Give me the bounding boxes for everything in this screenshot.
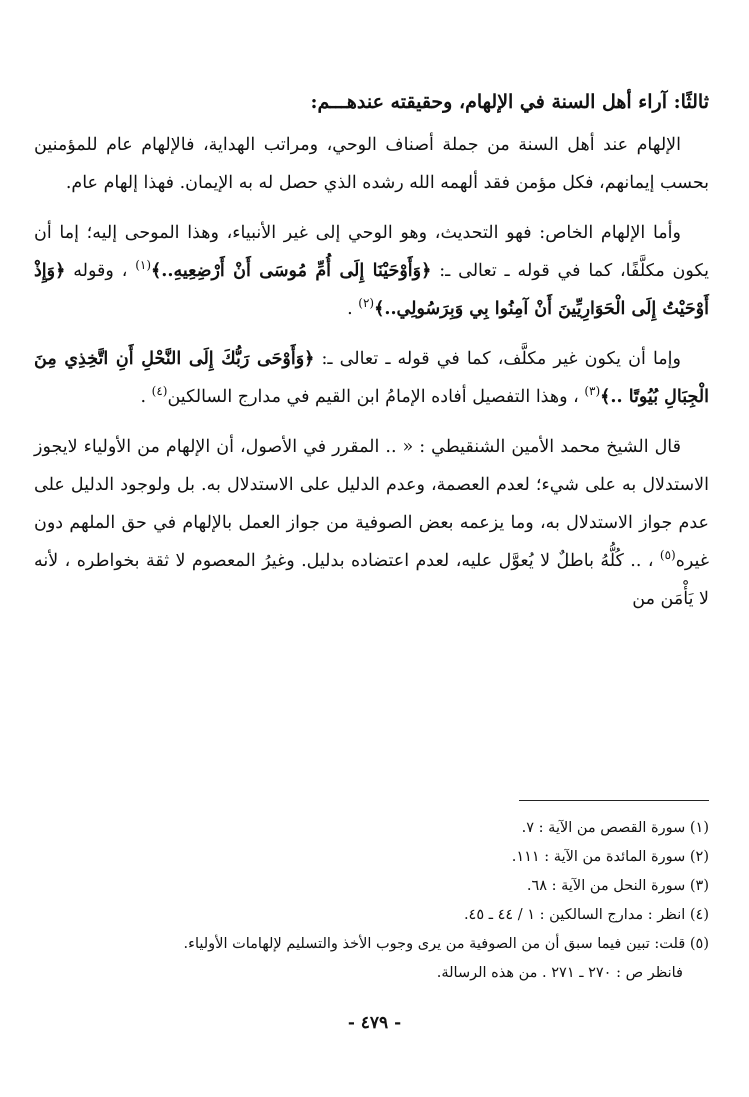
footnote-5-continuation: فانظر ص : ٢٧٠ ـ ٢٧١ . من هذه الرسالة. [436, 965, 683, 981]
paragraph-1: الإلهام عند أهل السنة من جملة أصناف الوحي، ومراتب الهداية، فالإلهام عام للمؤمنين بحسب إيمانهم، فكل مؤمن فقد ألهمه الله رشده الذي حصل له به الإيمان. فهذا إلهام عام. [34, 135, 709, 193]
footnote-4: (٤) انظر : مدارج السالكين : ١ / ٤٤ ـ ٤٥. [463, 907, 709, 923]
footnote-ref: (٥) [659, 548, 676, 563]
paragraph-2 [34, 214, 709, 328]
quran-verse: ﴿وَإِذْ أَوْحَيْتُ إِلَى الْحَوَارِيِّينَ أَنْ آمِنُوا بِي وَبِرَسُولِي..﴾ [34, 261, 709, 319]
quran-verse: ﴿وَأَوْحَى رَبُّكَ إِلَى النَّحْلِ أَنِ اتَّخِذِي مِنَ الْجِبَالِ بُيُوتًا ..﴾ [34, 349, 709, 407]
footnote-5: (٥) قلت: تبين فيما سبق أن من الصوفية من يرى وجوب الأخذ والتسليم لإلهامات الأولياء. [183, 936, 709, 952]
text: وإما أن يكون غير مكلَّف، كما في قوله ـ تعالى ـ: [314, 349, 681, 369]
footnote-ref: (١) [135, 258, 152, 273]
footnote-ref: (٣) [584, 384, 601, 399]
text: ، .. كُلُّهُ باطلٌ لا يُعوَّل عليه، لعدم اعتضاده بدليل. وغيرُ المعصوم لا ثقة بخواطره ، لأنه لا يَأْمَن من [34, 551, 709, 609]
text: ، وهذا التفصيل أفاده الإمامُ ابن القيم في مدارج السالكين [167, 387, 585, 407]
text: قال الشيخ محمد الأمين الشنقيطي : « .. المقرر في الأصول، أن الإلهام من الأولياء لايجوز الاستدلال به على شيء؛ لعدم العصمة، وعدم الدليل على الاستدلال به. بل ولوجود الدليل على عدم جواز الاستدلال به، وما يزعمه بعض الصوفية من جواز العمل بالإلهام في حق الملهم دون غيره [34, 437, 709, 571]
text: ، وقوله [65, 261, 136, 281]
footnote-1: (١) سورة القصص من الآية : ٧. [521, 820, 709, 836]
footnote-2: (٢) سورة المائدة من الآية : ١١١. [511, 849, 709, 865]
footnote-ref: (٤) [151, 384, 168, 399]
footnotes [34, 814, 709, 988]
main-text [34, 82, 709, 630]
text: . [347, 299, 359, 319]
footnote-ref: (٢) [358, 296, 375, 311]
text: وأما الإلهام الخاص: فهو التحديث، وهو الوحي إلى غير الأنبياء، وهذا الموحى إليه؛ إما أن يكون مكلَّفًا، كما في قوله ـ تعالى ـ: [34, 223, 709, 281]
footnote-divider [519, 800, 709, 801]
paragraph-3 [34, 340, 709, 416]
paragraph-4 [34, 428, 709, 618]
section-heading: ثالثًا: آراء أهل السنة في الإلهام، وحقيقته عندهـــم: [310, 91, 709, 113]
quran-verse: ﴿وَأَوْحَيْنَا إِلَى أُمِّ مُوسَى أَنْ أَرْضِعِيهِ..﴾ [151, 261, 432, 281]
text: . [140, 387, 152, 407]
footnote-3: (٣) سورة النحل من الآية : ٦٨. [526, 878, 709, 894]
page-number: - ٤٧٩ - [347, 1013, 402, 1033]
